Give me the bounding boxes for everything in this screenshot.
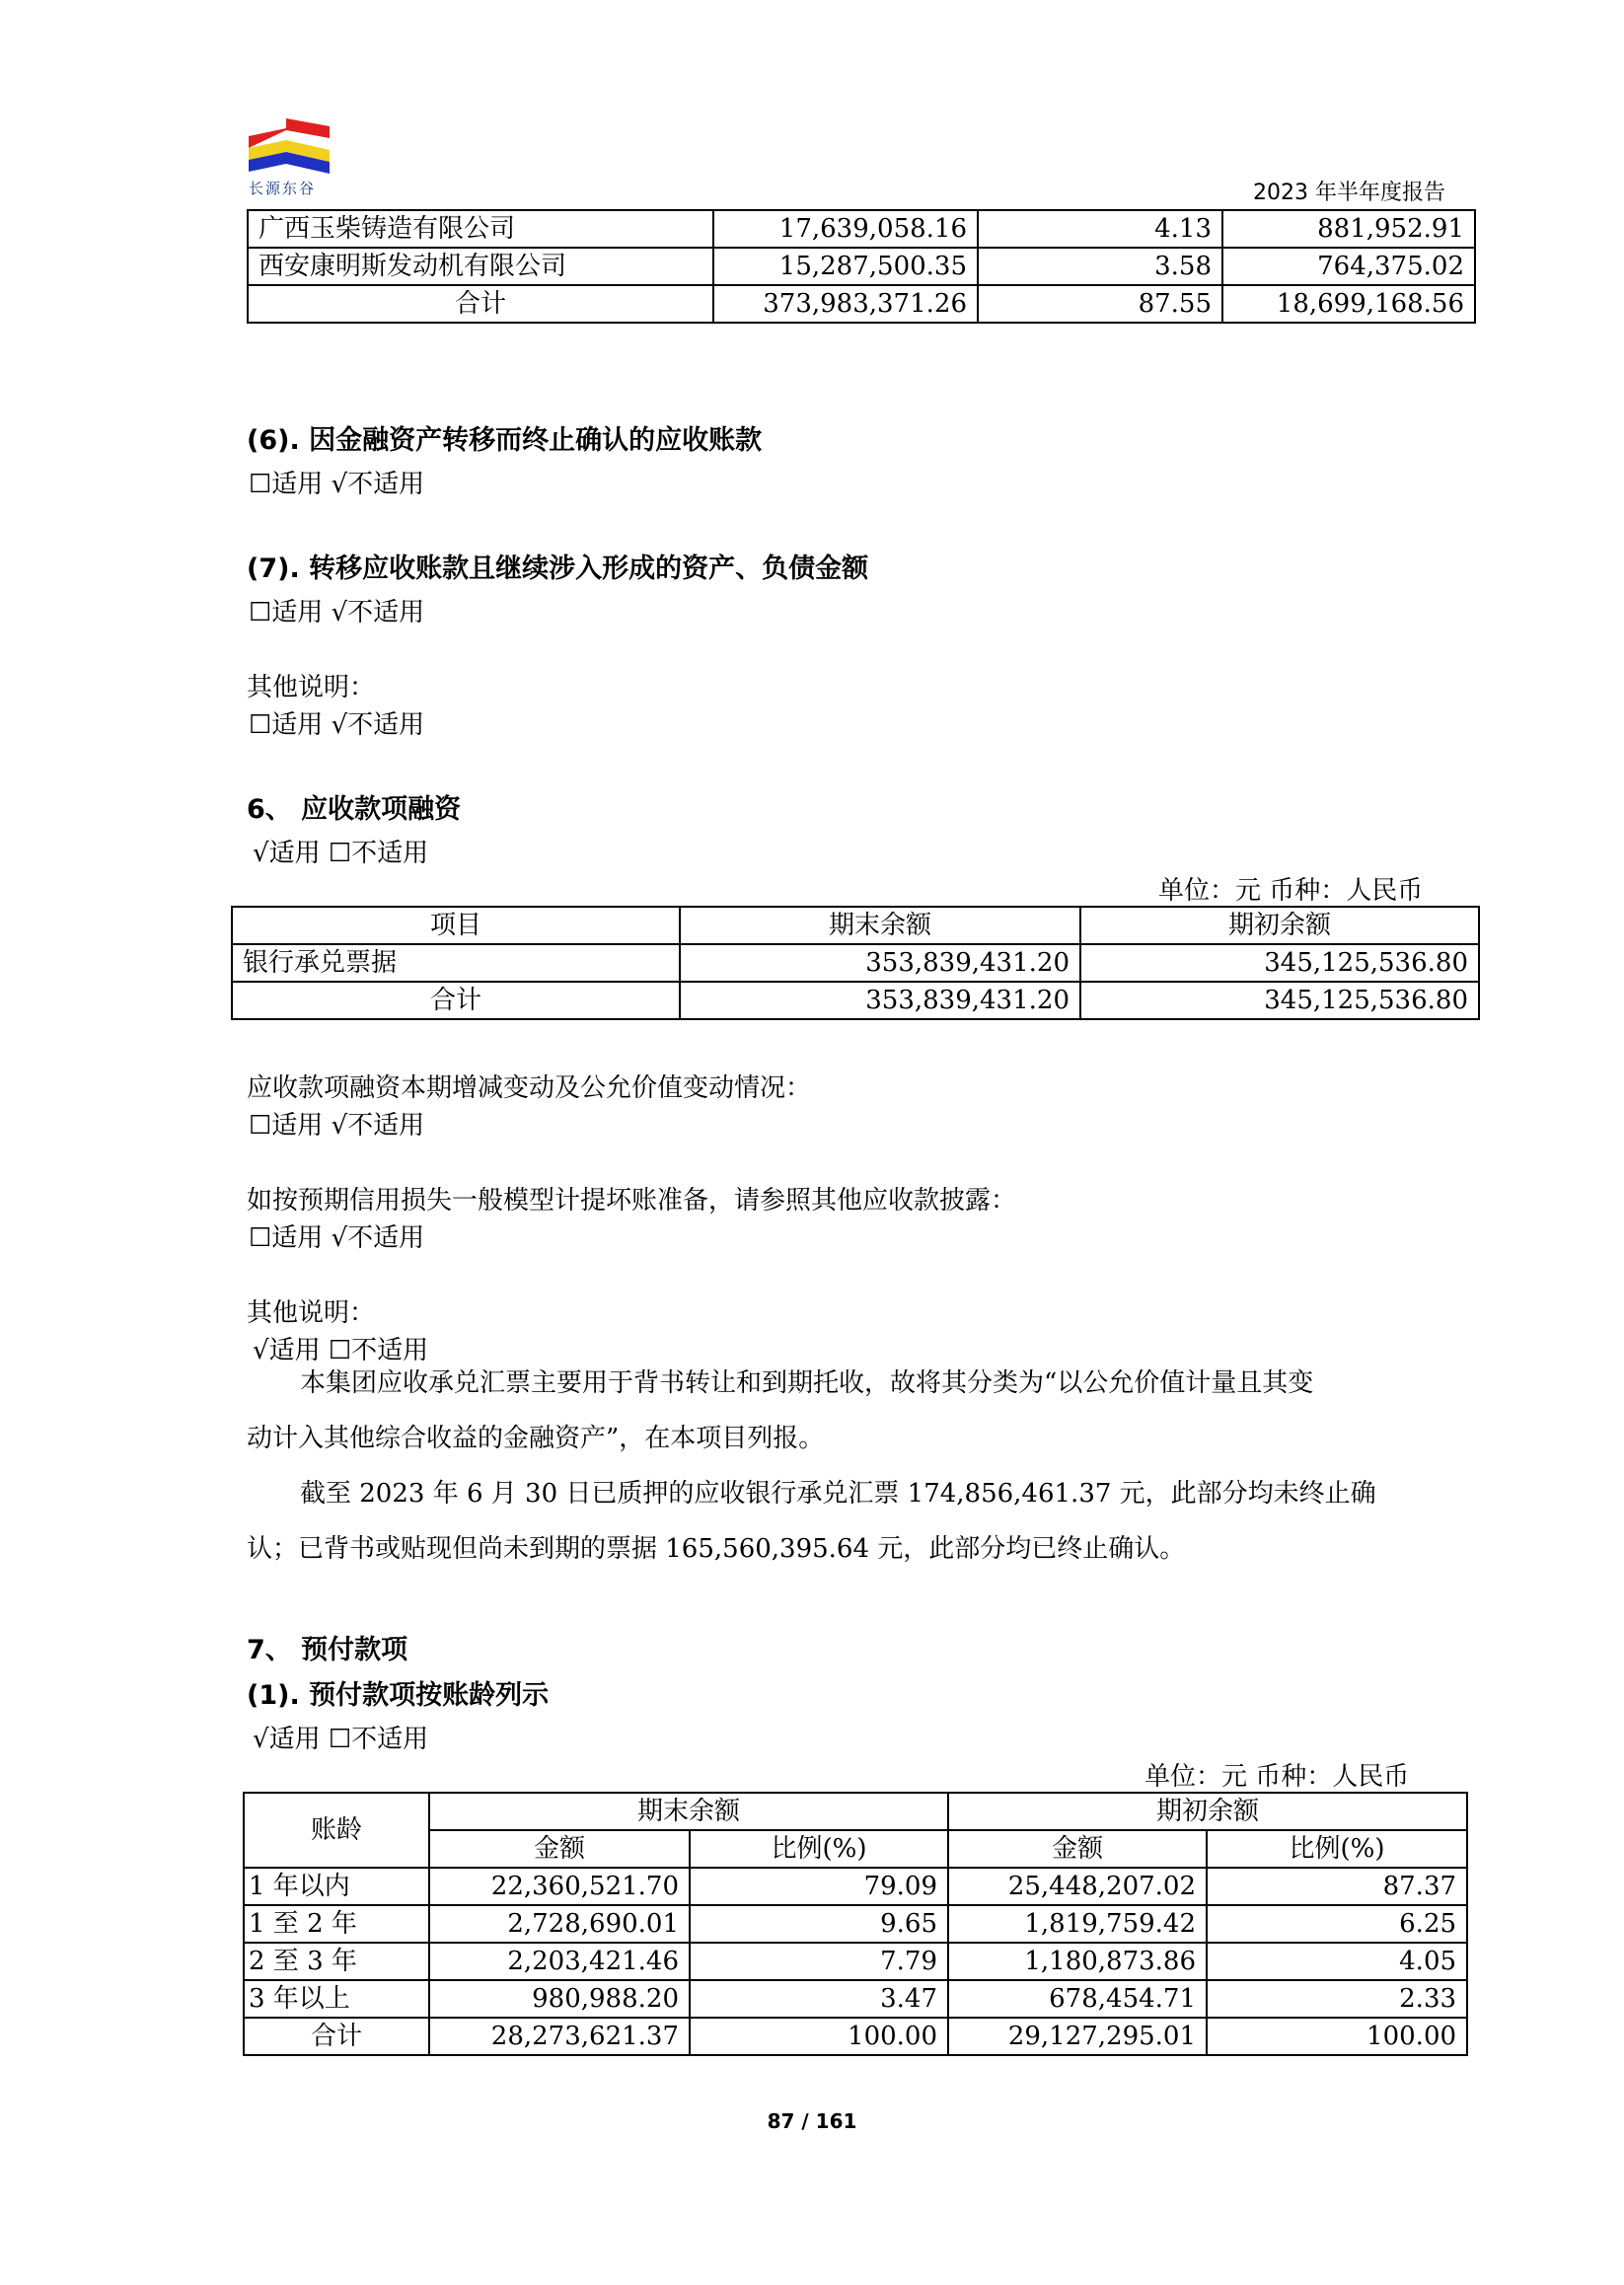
paragraph-line: 认；已背书或贴现但尚未到期的票据 165,560,395.64 元，此部分均已终止确认。 [247, 1534, 1186, 1564]
table-cell: 100.00 [690, 2018, 948, 2055]
applicability-options: ☐适用 √不适用 [249, 470, 425, 499]
table-cell: 1,180,873.86 [948, 1943, 1207, 1980]
prepayments-aging-table [243, 1792, 1468, 2056]
table-cell: 87.55 [978, 285, 1222, 323]
table-cell: 2.33 [1207, 1980, 1467, 2018]
table-cell: 345,125,536.80 [1080, 982, 1479, 1019]
column-header: 比例(%) [1207, 1830, 1467, 1868]
applicability-options: √适用 ☐不适用 [253, 839, 429, 868]
table-row-total [232, 982, 1479, 1019]
table-row [244, 1868, 1467, 1905]
applicability-options: ☐适用 √不适用 [249, 1111, 425, 1141]
table-row [232, 944, 1479, 982]
financing-table [231, 906, 1480, 1020]
table-cell: 7.79 [690, 1943, 948, 1980]
unit-currency-note: 单位：元 币种：人民币 [1144, 1762, 1410, 1792]
table-row [244, 1905, 1467, 1943]
table-cell: 1,819,759.42 [948, 1905, 1207, 1943]
table-cell: 4.05 [1207, 1943, 1467, 1980]
column-header: 项目 [232, 907, 680, 944]
table-cell: 4.13 [978, 210, 1222, 248]
table-cell: 980,988.20 [429, 1980, 690, 2018]
paragraph-line: 本集团应收承兑汇票主要用于背书转让和到期托收，故将其分类为“以公允价值计量且其变 [300, 1368, 1314, 1398]
table-cell: 2 至 3 年 [244, 1943, 429, 1980]
table-cell: 881,952.91 [1222, 210, 1475, 248]
section-heading: 7、 预付款项 [247, 1635, 408, 1665]
table-cell: 22,360,521.70 [429, 1868, 690, 1905]
table-cell: 2,203,421.46 [429, 1943, 690, 1980]
column-header: 金额 [948, 1830, 1207, 1868]
table-cell: 3 年以上 [244, 1980, 429, 2018]
applicability-options: √适用 ☐不适用 [253, 1725, 429, 1754]
table-cell: 17,639,058.16 [713, 210, 978, 248]
table-cell: 25,448,207.02 [948, 1868, 1207, 1905]
table-cell: 764,375.02 [1222, 248, 1475, 285]
table-row-total [248, 285, 1475, 323]
ecl-label: 如按预期信用损失一般模型计提坏账准备，请参照其他应收款披露： [247, 1186, 1017, 1216]
table-cell: 87.37 [1207, 1868, 1467, 1905]
table-row [248, 210, 1475, 248]
table-cell: 678,454.71 [948, 1980, 1207, 2018]
column-header: 金额 [429, 1830, 690, 1868]
change-label: 应收款项融资本期增减变动及公允价值变动情况： [247, 1073, 812, 1103]
subsection-heading: (1). 预付款项按账龄列示 [247, 1680, 550, 1711]
explanation-paragraph [247, 1356, 1474, 1577]
paragraph-line: 动计入其他综合收益的金融资产”，在本项目列报。 [247, 1424, 825, 1453]
table-cell: 345,125,536.80 [1080, 944, 1479, 982]
section-heading: 6、 应收款项融资 [247, 794, 462, 825]
table-cell: 3.47 [690, 1980, 948, 2018]
table-cell: 合计 [232, 982, 680, 1019]
unit-currency-note: 单位：元 币种：人民币 [1158, 876, 1424, 906]
section-heading: (7). 转移应收账款且继续涉入形成的资产、负债金额 [247, 553, 869, 584]
table-cell: 18,699,168.56 [1222, 285, 1475, 323]
top-receivables-table [247, 209, 1476, 324]
applicability-options: ☐适用 √不适用 [249, 1223, 425, 1253]
table-cell: 9.65 [690, 1905, 948, 1943]
table-cell: 353,839,431.20 [680, 982, 1080, 1019]
table-cell: 29,127,295.01 [948, 2018, 1207, 2055]
column-group-header: 期末余额 [429, 1793, 948, 1830]
table-cell: 3.58 [978, 248, 1222, 285]
table-cell: 2,728,690.01 [429, 1905, 690, 1943]
table-cell: 西安康明斯发动机有限公司 [248, 248, 713, 285]
table-row [244, 1980, 1467, 2018]
table-header-row [232, 907, 1479, 944]
other-notes-label: 其他说明： [247, 1298, 376, 1328]
table-cell: 373,983,371.26 [713, 285, 978, 323]
table-cell: 6.25 [1207, 1905, 1467, 1943]
column-header: 期末余额 [680, 907, 1080, 944]
column-header: 比例(%) [690, 1830, 948, 1868]
table-cell: 79.09 [690, 1868, 948, 1905]
other-notes-label: 其他说明： [247, 673, 376, 702]
applicability-options: ☐适用 √不适用 [249, 710, 425, 740]
report-title: 2023 年半年度报告 [1253, 181, 1445, 205]
table-cell: 合计 [244, 2018, 429, 2055]
table-cell: 1 至 2 年 [244, 1905, 429, 1943]
table-row [244, 1943, 1467, 1980]
table-cell: 1 年以内 [244, 1868, 429, 1905]
table-cell: 15,287,500.35 [713, 248, 978, 285]
page-number: 87 / 161 [767, 2109, 857, 2133]
applicability-options: √适用 ☐不适用 [253, 1336, 429, 1365]
logo-text: 长源东谷 [249, 180, 317, 197]
table-cell: 合计 [248, 285, 713, 323]
table-cell: 银行承兑票据 [232, 944, 680, 982]
table-row [248, 248, 1475, 285]
column-header: 账龄 [244, 1793, 429, 1868]
column-header: 期初余额 [1080, 907, 1479, 944]
applicability-options: ☐适用 √不适用 [249, 598, 425, 627]
table-row-total [244, 2018, 1467, 2055]
table-cell: 广西玉柴铸造有限公司 [248, 210, 713, 248]
section-heading: (6). 因金融资产转移而终止确认的应收账款 [247, 425, 763, 456]
table-cell: 28,273,621.37 [429, 2018, 690, 2055]
table-header-row [244, 1793, 1467, 1830]
table-cell: 100.00 [1207, 2018, 1467, 2055]
table-cell: 353,839,431.20 [680, 944, 1080, 982]
column-group-header: 期初余额 [948, 1793, 1467, 1830]
paragraph-line: 截至 2023 年 6 月 30 日已质押的应收银行承兑汇票 174,856,461.37 元，此部分均未终止确 [300, 1479, 1376, 1509]
